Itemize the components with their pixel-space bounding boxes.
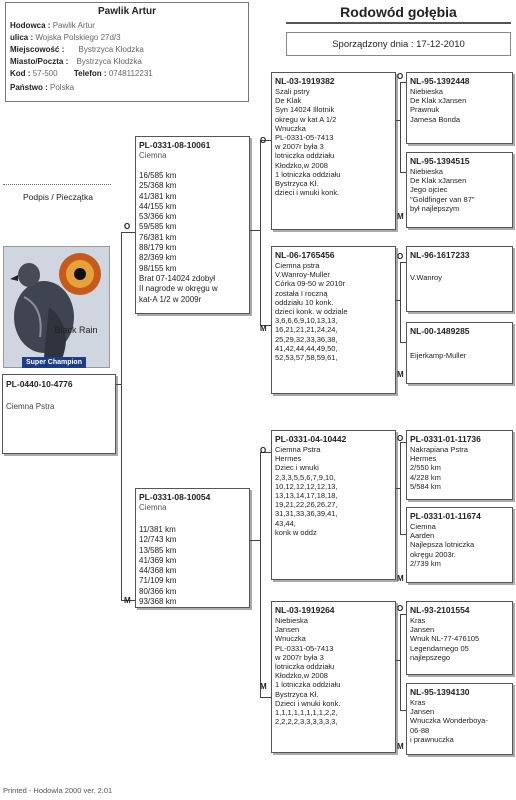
footer-printed: Printed - Hodowla 2000 ver. 2.01 — [3, 786, 113, 795]
sdd-label: M — [397, 370, 404, 379]
owner-kod-row — [10, 69, 153, 79]
connector — [250, 230, 260, 231]
ggp-dss-color: Nakrapiana Pstra — [410, 445, 468, 454]
ssd-label: M — [397, 212, 404, 221]
ggp-dds-box — [406, 601, 513, 675]
connector — [400, 442, 401, 534]
owner-miejscowosc-row — [10, 45, 144, 55]
miejscowosc-value: Bystrzyca Kłodzka — [78, 45, 144, 54]
ggp-dsd-box — [406, 507, 513, 583]
subject-ring: PL-0440-10-4776 — [6, 379, 73, 389]
gp-dd-color: Niebieska — [275, 616, 308, 625]
owner-panstwo-row — [10, 83, 74, 93]
gp-dd-ring: NL-03-1919264 — [275, 605, 335, 615]
date-box — [286, 32, 511, 56]
connector — [400, 614, 401, 710]
ggp-sss-box — [406, 72, 513, 144]
super-champion-banner: Super Champion — [22, 357, 86, 368]
connector — [260, 140, 261, 325]
ss-label: O — [260, 136, 267, 145]
granddam-sire-box — [271, 246, 396, 394]
dam-box — [135, 488, 250, 608]
dss-label: O — [397, 434, 404, 443]
gp-ss-ring: NL-03-1919382 — [275, 76, 335, 86]
connector — [400, 82, 401, 172]
sd-label: M — [260, 324, 267, 333]
photo-name: Black Rain — [54, 325, 98, 335]
hodowca-label: Hodowca : — [10, 21, 51, 30]
ggp-ssd-desc: De Klak xJansen Jego ojciec "Goldfinger van 87" był najlepszym — [410, 176, 475, 213]
gp-ds-ring: PL-0331-04-10442 — [275, 434, 347, 444]
dd-label: M — [260, 682, 267, 691]
gp-sd-color: Ciemna pstra — [275, 261, 320, 270]
ggp-dds-color: Kras — [410, 616, 426, 625]
owner-ulica-row — [10, 33, 121, 43]
gp-ss-desc: De Klak Syn 14024 Illotnik okregu w kat A 1/2 Wnuczka PL-0331-05-7413 w 2007r była 3 lotniczka oddziału Kłodzko,w 2008 1 lotniczka oddziału Bystrzyca Kł. dzieci i wnuki konk. — [275, 96, 341, 198]
dds-label: O — [397, 604, 404, 613]
connector — [121, 232, 122, 600]
ggp-ssd-ring: NL-95-1394515 — [410, 156, 470, 166]
panstwo-label: Państwo : — [10, 83, 48, 92]
miasto-label: Miasto/Poczta : — [10, 57, 69, 66]
date-label: Sporządzony dnia : 17-12-2010 — [332, 39, 465, 50]
miejscowosc-label: Miejscowość : — [10, 45, 65, 54]
ggp-sds-desc: V.Wanroy — [410, 273, 442, 282]
sire-color: Ciemna — [139, 151, 167, 160]
ggp-sds-box — [406, 246, 513, 312]
subject-color: Ciemna Pstra — [6, 402, 55, 411]
ggp-dss-box — [406, 430, 513, 500]
ggp-dss-desc: Hermes 2/550 km 4/228 km 5/584 km — [410, 454, 441, 491]
gp-sd-desc: V.Wanroy-Muller Córka 09-50 w 2010r została I roczną oddziału 10 konk. dzieci konk. w odziale 3,6,6,6,9,10,13,13, 16,21,21,21,24,24, 25,29,32,33,36,38, 41,42,44,44,49,50, 52,53,57,58,59,61, — [275, 270, 348, 363]
ulica-label: ulica : — [10, 33, 34, 42]
ggp-dsd-color: Ciemna — [410, 522, 436, 531]
telefon-label: Telefon : — [73, 69, 107, 78]
ggp-sds-ring: NL-96-1617233 — [410, 250, 470, 260]
dam-color: Ciemna — [139, 503, 167, 512]
telefon-value: 0748112231 — [108, 69, 153, 78]
connector — [260, 697, 271, 698]
dam-ring: PL-0331-08-10054 — [139, 492, 211, 502]
sss-label: O — [397, 72, 404, 81]
gp-ds-desc: Hermes Dziec i wnuki 2,3,3,5,5,6,7,9,10, 10,12,12,12,12,13, 13,13,14,17,18,18, 19,21,22,26,26,27, 31,31,33,36,39,41, 43,44, konk w oddz — [275, 454, 338, 537]
kod-value: 57-500 — [32, 69, 58, 78]
signature-line — [3, 184, 111, 185]
hodowca-value: Pawlik Artur — [52, 21, 95, 30]
sire-desc: 16/585 km 25/368 km 41/381 km 44/155 km 53/366 km 59/585 km 76/381 km 88/179 km 82/369 km 98/155 km Brat 07-14024 zdobył II nagrode w okręgu w kat-A 1/2 w 2009r — [139, 171, 218, 304]
owner-heading: Pawlik Artur — [98, 6, 156, 17]
granddam-dam-box — [271, 601, 396, 753]
ddd-label: M — [397, 742, 404, 751]
ulica-value: Wojska Polskiego 27d/3 — [35, 33, 121, 42]
ds-label: O — [260, 446, 267, 455]
sire-label: O — [124, 222, 131, 231]
gp-ss-color: Szali pstry — [275, 87, 310, 96]
dam-desc: 11/381 km 12/743 km 13/585 km 41/369 km 44/368 km 71/109 km 80/366 km 93/368 km — [139, 525, 177, 607]
sire-box — [135, 136, 250, 314]
document-title: Rodowód gołębia — [340, 4, 457, 20]
owner-hodowca-row — [10, 21, 95, 31]
kod-label: Kod : — [10, 69, 31, 78]
pigeon-photo — [3, 246, 110, 368]
ggp-sss-color: Niebieska — [410, 87, 443, 96]
ggp-ddd-color: Kras — [410, 698, 426, 707]
grandsire-sire-box — [271, 72, 396, 230]
owner-miasto-row — [10, 57, 142, 67]
ggp-dss-ring: PL-0331-01-11736 — [410, 434, 481, 444]
gp-dd-desc: Jansen Wnuczka PL-0331-05-7413 w 2007r była 3 lotniczka oddziału Kłodzko,w 2008 1 lotniczka oddziału Bystrzyca Kł. Dzieci i wnuki konk. 1,1,1,1,1,1,1,1,2,2, 2,2,2,2,3,3,3,3,3,3, — [275, 625, 341, 727]
connector — [400, 262, 401, 342]
ggp-sdd-ring: NL-00-1489285 — [410, 326, 470, 336]
sire-ring: PL-0331-08-10061 — [139, 140, 211, 150]
ggp-dds-ring: NL-93-2101554 — [410, 605, 470, 615]
connector — [260, 452, 261, 697]
ggp-dsd-ring: PL-0331-01-11674 — [410, 511, 481, 521]
gp-ds-color: Ciemna Pstra — [275, 445, 321, 454]
ggp-sss-ring: NL-95-1392448 — [410, 76, 470, 86]
ggp-ddd-ring: NL-95-1394130 — [410, 687, 470, 697]
dam-label: M — [124, 596, 131, 605]
ggp-ddd-box — [406, 683, 513, 755]
ggp-dsd-desc: Aarden Najlepsza lotniczka okręgu 2003r. 2/739 km — [410, 531, 475, 568]
ggp-dds-desc: Jansen Wnuk NL-77-476105 Legendarnego 05 najlepszego — [410, 625, 480, 662]
ggp-ddd-desc: Jansen Wnuczka Wonderboya- 06-88 i prawnuczka — [410, 707, 488, 744]
owner-box — [5, 2, 249, 102]
ggp-ssd-box — [406, 152, 513, 228]
ggp-sdd-desc: Eijerkamp-Muller — [410, 351, 467, 360]
connector — [121, 232, 135, 233]
gp-sd-ring: NL-06-1765456 — [275, 250, 335, 260]
sds-label: O — [397, 252, 404, 261]
subject-box — [2, 374, 116, 454]
grandsire-dam-box — [271, 430, 396, 580]
ggp-sdd-box — [406, 322, 513, 384]
connector — [250, 540, 260, 541]
title-underline — [286, 22, 511, 24]
dsd-label: M — [397, 574, 404, 583]
pigeon-illustration — [4, 247, 109, 367]
panstwo-value: Polska — [50, 83, 75, 92]
signature-label: Podpis / Pieczątka — [23, 192, 93, 202]
ggp-sss-desc: De Klak xJansen Prawnuk Jamesa Bonda — [410, 96, 467, 124]
ggp-ssd-color: Niebieska — [410, 167, 443, 176]
miasto-value: Bystrzyca Kłodzka — [76, 57, 142, 66]
